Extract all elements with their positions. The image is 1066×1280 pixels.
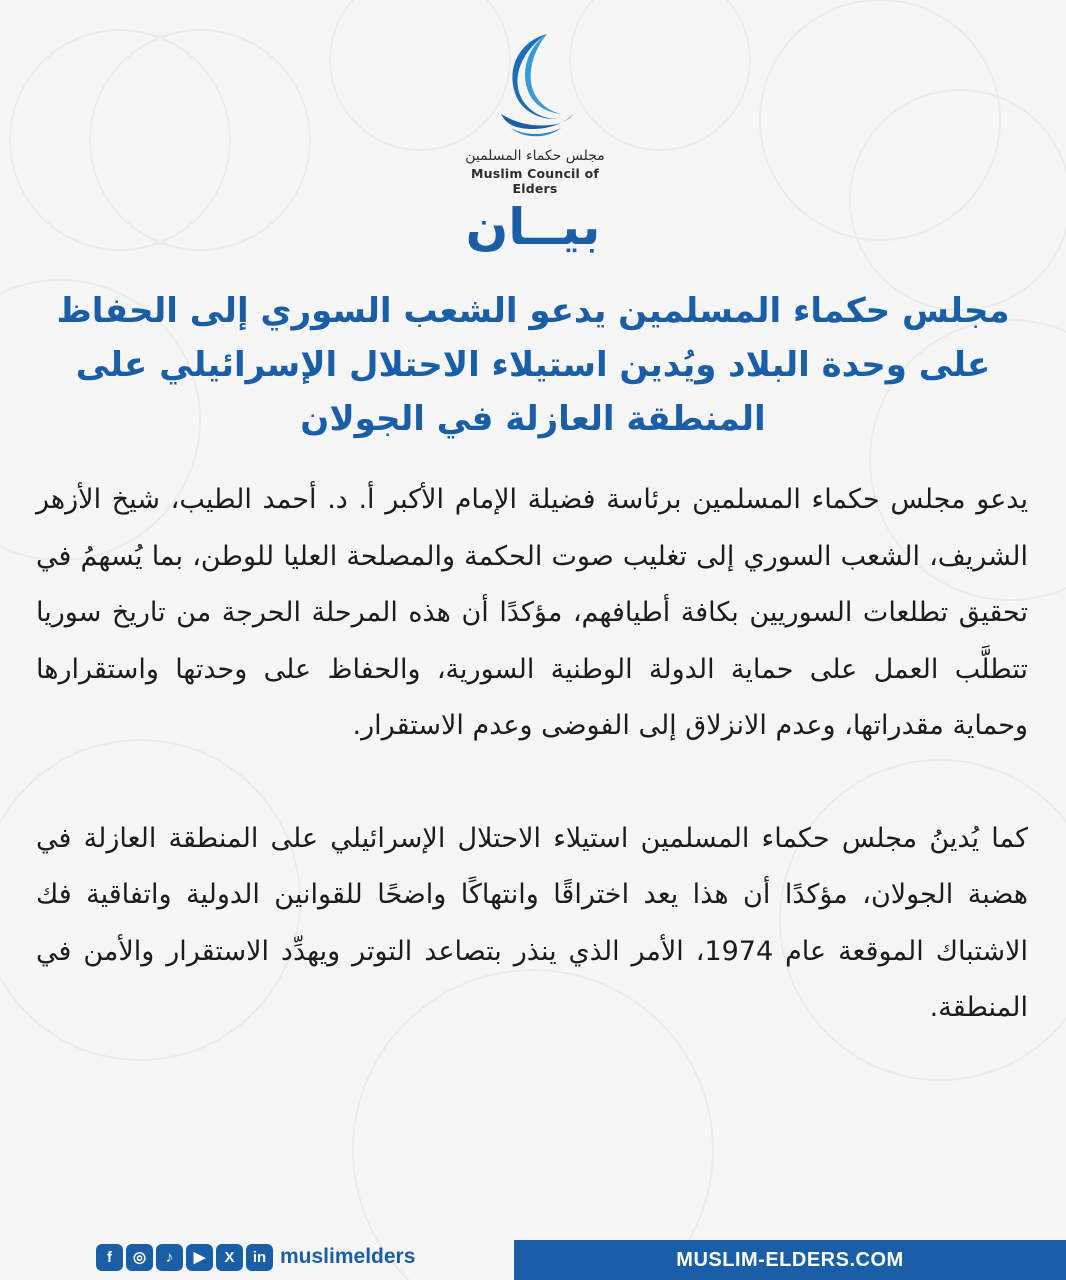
crescent-logo-icon — [495, 28, 575, 140]
paragraph-2: كما يُدينُ مجلس حكماء المسلمين استيلاء الاحتلال الإسرائيلي على المنطقة العازلة في هضبة الجولان، مؤكدًا أن هذا يعد اختراقًا وانتهاكًا واضحًا للقوانين الدولية واتفاقية فك الاشتباك الموقعة عام 1974، الأمر الذي ينذر بتصاعد التوتر ويهدِّد الاستقرار والأمن في المنطقة. — [36, 822, 1028, 1023]
council-logo — [455, 28, 615, 196]
statement-kicker: بيــان — [465, 198, 601, 256]
website-bar[interactable] — [514, 1240, 1066, 1280]
social-links — [96, 1240, 415, 1274]
logo-english-name: Muslim Council of Elders — [470, 166, 600, 196]
social-handle[interactable]: muslimelders — [280, 1245, 416, 1268]
x-icon[interactable]: X — [216, 1244, 243, 1271]
youtube-icon[interactable]: ▶ — [186, 1244, 213, 1271]
paragraph-1: يدعو مجلس حكماء المسلمين برئاسة فضيلة الإمام الأكبر أ. د. أحمد الطيب، شيخ الأزهر الشريف، الشعب السوري إلى تغليب صوت الحكمة والمصلحة العليا للوطن، بما يُسهمُ في تحقيق تطلعات السوريين بكافة أطيافهم، مؤكدًا أن هذه المرحلة الحرجة من تاريخ سوريا تتطلَّب العمل على حماية الدولة الوطنية السورية، والحفاظ على وحدتها واستقرارها وحماية مقدراتها، وعدم الانزلاق إلى الفوضى وعدم الاستقرار. — [36, 484, 1028, 741]
statement-headline: مجلس حكماء المسلمين يدعو الشعب السوري إلى الحفاظ على وحدة البلاد ويُدين استيلاء الاحتلال الإسرائيلي على المنطقة العازلة في الجولان — [56, 291, 1010, 439]
instagram-icon[interactable]: ◎ — [126, 1244, 153, 1271]
logo-arabic-name: مجلس حكماء المسلمين — [465, 148, 605, 164]
facebook-icon[interactable]: f — [96, 1244, 123, 1271]
tiktok-icon[interactable]: ♪ — [156, 1244, 183, 1271]
statement-body — [36, 472, 1028, 1037]
website-url[interactable]: MUSLIM-ELDERS.COM — [676, 1248, 904, 1271]
linkedin-icon[interactable]: in — [246, 1244, 273, 1271]
